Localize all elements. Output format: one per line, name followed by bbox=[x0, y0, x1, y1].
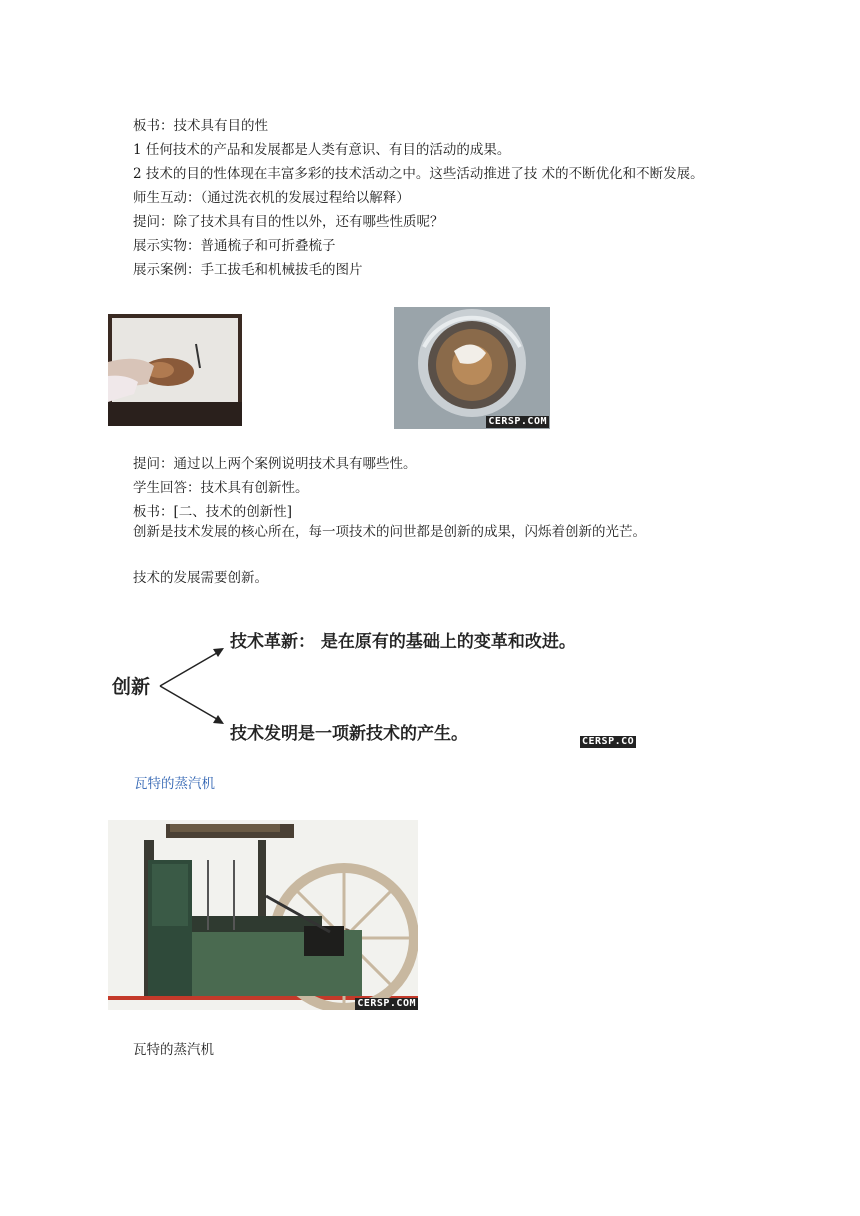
diagram-branch-invention: 技术发明是一项新技术的产生。 bbox=[230, 724, 468, 744]
innovation-diagram bbox=[110, 618, 650, 752]
text-line: 展示案例：手工拔毛和机械拔毛的图片 bbox=[133, 262, 363, 278]
text-line: 技术的发展需要创新。 bbox=[133, 570, 268, 586]
watermark-label: CERSP.CO bbox=[582, 736, 635, 747]
steam-engine-link[interactable]: 瓦特的蒸汽机 bbox=[134, 776, 215, 792]
steam-engine-photo bbox=[108, 820, 418, 1010]
text-line: 师生互动：（通过洗衣机的发展过程给以解释） bbox=[133, 190, 410, 206]
text-line: 提问：除了技术具有目的性以外，还有哪些性质呢？ bbox=[133, 214, 444, 230]
board-title-purpose: 板书：技术具有目的性 bbox=[133, 118, 268, 134]
text-line: 展示实物：普通梳子和可折叠梳子 bbox=[133, 238, 336, 254]
text-line: 创新是技术发展的核心所在，每一项技术的问世都是创新的成果，闪烁着创新的光芒。 bbox=[133, 524, 646, 540]
hand-plucking-photo bbox=[108, 314, 242, 426]
text-line: 1 任何技术的产品和发展都是人类有意识、有目的活动的成果。 bbox=[133, 142, 511, 158]
steam-engine-caption: 瓦特的蒸汽机 bbox=[133, 1042, 214, 1058]
text-line: 学生回答：技术具有创新性。 bbox=[133, 480, 309, 496]
watermark-label: CERSP.COM bbox=[488, 416, 547, 427]
board-title-innovation: 板书：[二、技术的创新性] bbox=[133, 504, 293, 520]
text-line: 2 技术的目的性体现在丰富多彩的技术活动之中。这些活动推进了技 术的不断优化和不断发展。 bbox=[133, 166, 704, 182]
text-line: 提问：通过以上两个案例说明技术具有哪些性。 bbox=[133, 456, 417, 472]
diagram-branch-reform: 技术革新： 是在原有的基础上的变革和改进。 bbox=[230, 632, 576, 652]
machine-plucking-photo bbox=[394, 307, 550, 429]
watermark-label: CERSP.COM bbox=[357, 998, 416, 1009]
diagram-root: 创新 bbox=[112, 676, 151, 698]
